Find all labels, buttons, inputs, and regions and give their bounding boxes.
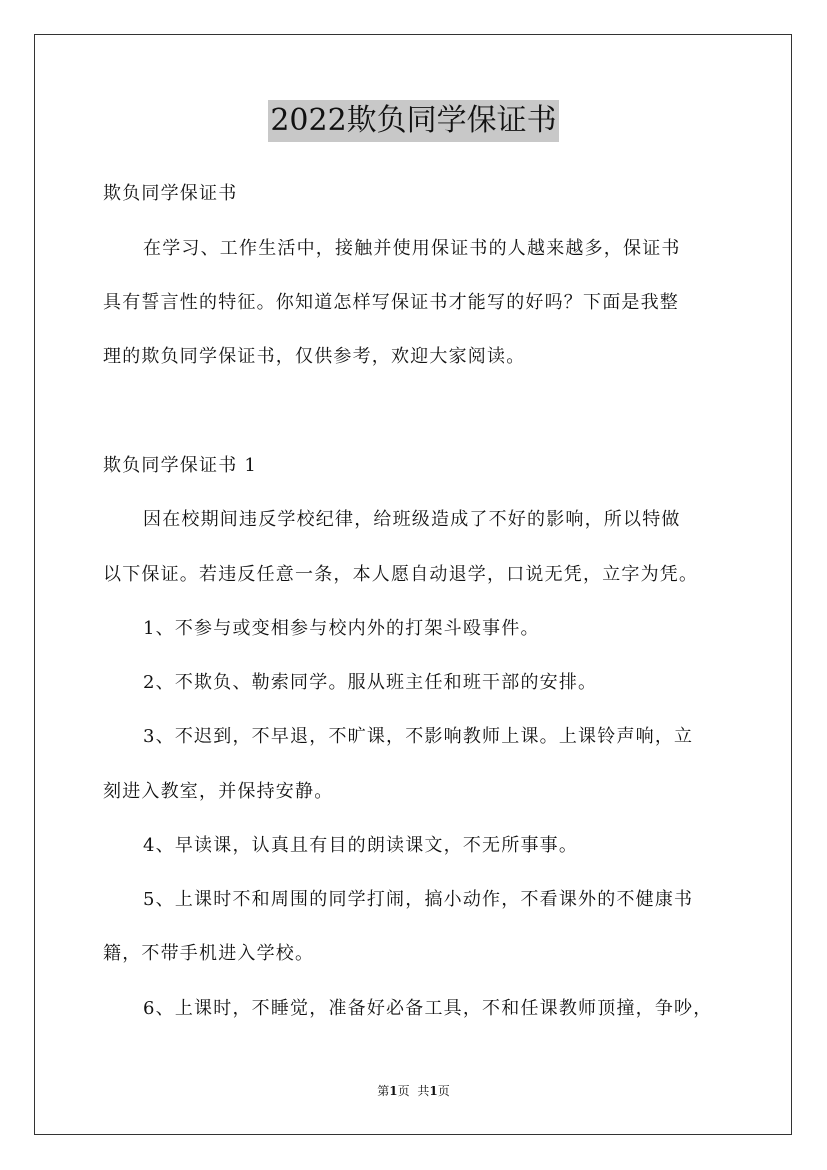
paragraph-line: 以下保证。若违反任意一条，本人愿自动退学，口说无凭，立字为凭。 xyxy=(103,564,699,585)
page-footer xyxy=(0,1083,827,1099)
footer-page-number: 1 xyxy=(389,1084,398,1098)
list-item: 3、不迟到，不早退，不旷课，不影响教师上课。上课铃声响，立 xyxy=(143,726,694,747)
footer-page-prefix: 第 xyxy=(377,1084,390,1098)
list-item: 6、上课时，不睡觉，准备好必备工具，不和任课教师顶撞，争吵， xyxy=(143,998,713,1019)
intro-heading: 欺负同学保证书 xyxy=(103,183,238,204)
paragraph-line: 理的欺负同学保证书，仅供参考，欢迎大家阅读。 xyxy=(103,346,526,367)
list-item: 2、不欺负、勒索同学。服从班主任和班干部的安排。 xyxy=(143,672,598,693)
list-item-continuation: 籍，不带手机进入学校。 xyxy=(103,943,315,964)
section-heading: 欺负同学保证书 1 xyxy=(103,455,257,476)
paragraph-line: 因在校期间违反学校纪律，给班级造成了不好的影响，所以特做 xyxy=(143,509,681,530)
footer-total-prefix: 共 xyxy=(417,1084,430,1098)
list-item: 1、不参与或变相参与校内外的打架斗殴事件。 xyxy=(143,618,540,639)
footer-page-suffix: 页 xyxy=(397,1084,410,1098)
footer-total-number: 1 xyxy=(429,1084,438,1098)
list-item: 4、早读课，认真且有目的朗读课文，不无所事事。 xyxy=(143,835,579,856)
paragraph-line: 具有誓言性的特征。你知道怎样写保证书才能写的好吗？下面是我整 xyxy=(103,292,679,313)
footer-total-suffix: 页 xyxy=(437,1084,450,1098)
title-container xyxy=(0,100,827,142)
list-item-continuation: 刻进入教室，并保持安静。 xyxy=(103,781,334,802)
paragraph-line: 在学习、工作生活中，接触并使用保证书的人越来越多，保证书 xyxy=(143,238,681,259)
list-item: 5、上课时不和周围的同学打闹，搞小动作，不看课外的不健康书 xyxy=(143,889,694,910)
document-title: 2022欺负同学保证书 xyxy=(268,100,558,142)
